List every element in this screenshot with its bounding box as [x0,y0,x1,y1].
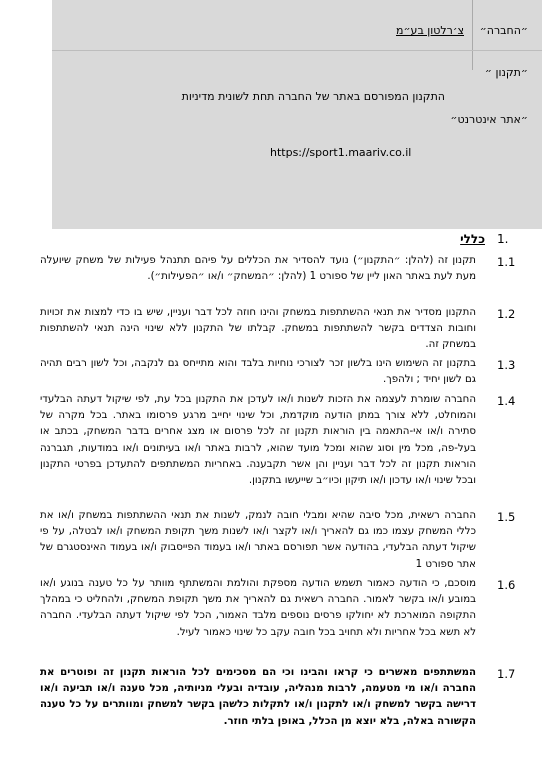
website-label: ״אתר אינטרנט״ [450,113,528,126]
table-divider [472,0,473,70]
company-value: צ׳רלטון בע״מ [396,24,464,37]
table-divider [52,50,542,51]
clause-number: 1.3 [497,358,516,372]
clause-number: 1.7 [497,667,516,681]
clause-text: התקנון מסדיר את תנאי ההשתתפות במשחק והינו חוזה לכל דבר ועניין, שיש בו כדי למצות את זכויות וחובות הצדדים בקשר להשתתפות במשחק. קבלתו של התקנון ללא שינוי הינה תנאי להשתתפות במשחק זה. [40,307,476,351]
clause-text: המשתתפים מאשרים כי קראו והבינו וכי הם מסכימים לכל הוראות תקנון זה ופוטרים את החברה ו/או מי מטעמה, לרבות מנהליה, עובדיה ובעלי מניותיה, מכל טענה ו/או תביעה ו/או דרישה בקשר למשחק ו/או לתקנון ו/או לתקלות כלשהן בקשר למשחק ומוותרים על כל טענה הקשורה באלה, בלא יוצא מן הכלל, באופן בלתי חוזר. [40,667,476,727]
section-number: 1. [497,232,509,246]
terms-value: התקנון המפורסם באתר של החברה תחת לשונית מדיניות [181,90,445,103]
clause-number: 1.6 [497,578,516,592]
company-label: ״החברה״ [479,24,528,37]
clause-text: החברה רשאית, מכל סיבה שהיא ומבלי חובה לנמק, לשנות את תנאי ההשתתפות במשחק ו/או את כללי המשחק עצמו כמו גם להאריך ו/או לקצר ו/או לשנות משך תקופת המשחק ו/או לבטלה, על פי שיקול דעתה הבלעדי, בהודעה אשר תפורסם באתר ו/או בעמוד הפייסבוק ו/או בעמוד האינסטגרם של אתר ספורט 1 [40,510,476,570]
section-title: כללי [460,232,485,246]
clause-number: 1.4 [497,394,516,408]
clause-number: 1.5 [497,510,516,524]
clause-number: 1.2 [497,307,516,321]
clause-number: 1.1 [497,255,516,269]
clause-text: תקנון זה (להלן: ״התקנון״) נועד להסדיר את הכללים על פיהם תתנהל פעילות של משחק שיועלה מעת לעת באתר האון ליין של ספורט 1 (להלן: ״המשחק״ ו/או ״הפעילות״). [40,255,476,283]
clause-text: מוסכם, כי הודעה כאמור תשמש הודעה מספקת והולמת והמשתתף מוותר על כל טענה בנוגע ו/או במובע ו/או בקשר לאמור. החברה רשאית גם להאריך את משך תקופת המשחק, ולהחליט כי במהלך התקופה המוארכת לא יחולקו פרסים נוספים מלבד האמור, הכל לפי שיקול דעתה הבלעדי. החברה לא תשא בכל אחריות ולא תחויב בכל חובה עקב כל שינוי כאמור לעיל. [40,578,476,638]
clause-text: בתקנון זה השימוש הינו בלשון זכר לצורכי נוחיות בלבד והוא מתייחס גם לנקבה, וכל לשון רבים תהיה גם לשון יחיד ; ולהפך. [40,358,476,386]
definitions-header-table [52,0,542,229]
clause-text: החברה שומרת לעצמה את הזכות לשנות ו/או לעדכן את התקנון בכל עת, לפי שיקול דעתה הבלעדי והמוחלט, ללא צורך במתן הודעה מוקדמת, וכל שינוי יחייב מרגע פרסומו באתר. בכל מקרה של סתירה ו/או אי-התאמה בין הוראות תקנון זה לכל פרסום או מצג אחרים בדבר המשחק, בכתב או בעל-פה, מכל מין וסוג שהוא ומכל מועד שהוא, לרבות באתר ו/או בעיתונים ו/או במודעות, תגברנה הוראות תקנון זה לכל דבר ועניין והן אשר תקבענה. באחריות המשתתפים להתעדכן בפרטי התקנון ובכל שינוי ו/או עדכון ו/או תיקון וכיו״ב שייעשו בתקנון. [40,394,476,487]
terms-label: ״תקנון ״ [484,66,528,79]
website-value: https://sport1.maariv.co.il [270,146,412,159]
